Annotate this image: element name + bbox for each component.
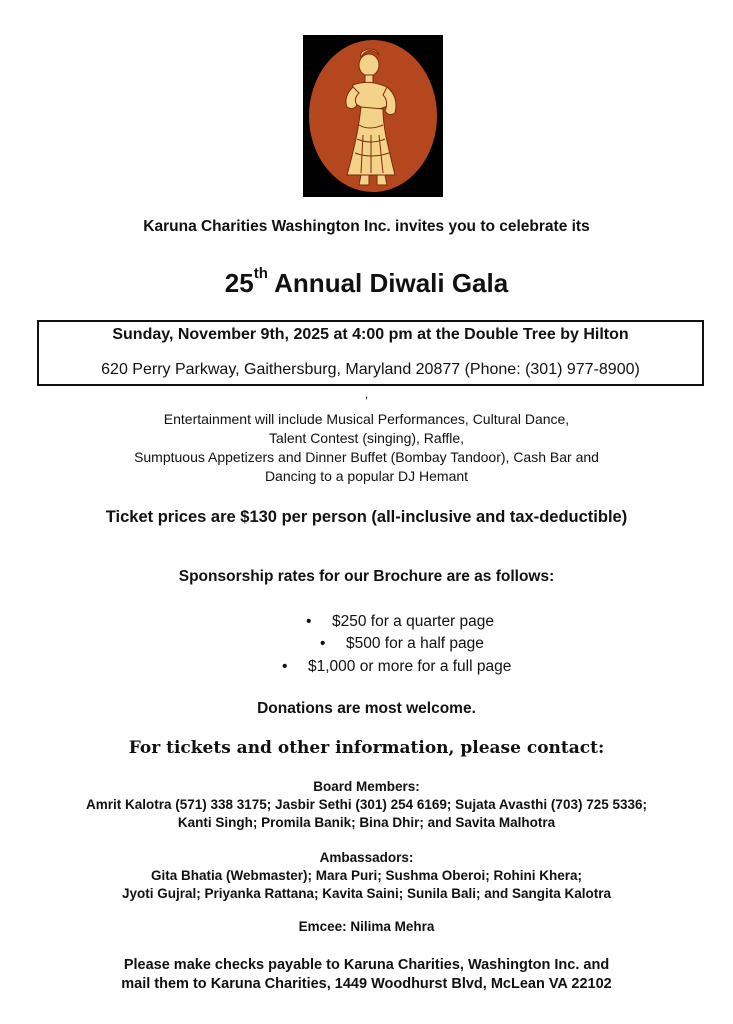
- board-members-line: Amrit Kalotra (571) 338 3175; Jasbir Sethi (301) 254 6169; Sujata Avasthi (703) 725 5336;: [85, 797, 648, 812]
- entertainment-line: Dancing to a popular DJ Hemant: [264, 468, 469, 484]
- invitation-line: Karuna Charities Washington Inc. invites you to celebrate its: [143, 218, 590, 235]
- sponsorship-rate-item: [282, 658, 511, 676]
- checks-instructions: [0, 956, 733, 994]
- sponsorship-rate-text: $250 for a quarter page: [332, 613, 495, 630]
- dancer-logo: [303, 35, 443, 197]
- ticket-price: Ticket prices are $130 per person (all-inclusive and tax-deductible): [105, 508, 628, 526]
- bullet-icon: •: [306, 613, 312, 630]
- gala-number-suffix: th: [253, 265, 268, 282]
- sponsorship-rate-item: [320, 635, 484, 653]
- entertainment-line: Sumptuous Appetizers and Dinner Buffet (Bombay Tandoor), Cash Bar and: [134, 449, 599, 465]
- emcee-line: Emcee: Nilima Mehra: [298, 919, 435, 934]
- board-members-heading: Board Members:: [313, 779, 420, 794]
- board-members-line: Kanti Singh; Promila Banik; Bina Dhir; and Savita Malhotra: [177, 815, 556, 830]
- sponsorship-rate-item: [306, 613, 494, 631]
- checks-line: Please make checks payable to Karuna Charities, Washington Inc. and: [123, 957, 610, 973]
- event-date-time: Sunday, November 9th, 2025 at 4:00 pm at the Double Tree by Hilton: [112, 326, 629, 343]
- venue-box: [37, 320, 704, 386]
- board-members-block: [0, 778, 733, 832]
- entertainment-block: [0, 410, 733, 486]
- ambassadors-block: [0, 849, 733, 903]
- entertainment-line: Talent Contest (singing), Raffle,: [268, 430, 465, 446]
- donations-note: Donations are most welcome.: [257, 700, 476, 717]
- bullet-icon: •: [320, 635, 326, 652]
- contact-heading: For tickets and other information, please contact:: [128, 738, 605, 758]
- checks-line: mail them to Karuna Charities, 1449 Woodhurst Blvd, McLean VA 22102: [121, 976, 612, 992]
- gala-title: [0, 265, 733, 299]
- sponsorship-rate-text: $500 for a half page: [346, 635, 484, 652]
- gala-title-text: Annual Diwali Gala: [267, 268, 509, 298]
- ambassadors-line: Gita Bhatia (Webmaster); Mara Puri; Sushma Oberoi; Rohini Khera;: [150, 868, 583, 883]
- entertainment-line: Entertainment will include Musical Performances, Cultural Dance,: [163, 411, 570, 427]
- dancer-emblem-icon: [303, 35, 443, 197]
- ambassadors-heading: Ambassadors:: [319, 850, 414, 865]
- sponsorship-heading: Sponsorship rates for our Brochure are as follows:: [178, 568, 555, 585]
- venue-address: 620 Perry Parkway, Gaithersburg, Maryland 20877 (Phone: (301) 977-8900): [101, 361, 640, 378]
- stray-mark: ,: [364, 387, 369, 401]
- ambassadors-line: Jyoti Gujral; Priyanka Rattana; Kavita Saini; Sunila Bali; and Sangita Kalotra: [121, 886, 612, 901]
- gala-number: 25: [224, 268, 254, 298]
- sponsorship-rate-text: $1,000 or more for a full page: [308, 658, 512, 675]
- bullet-icon: •: [282, 658, 288, 675]
